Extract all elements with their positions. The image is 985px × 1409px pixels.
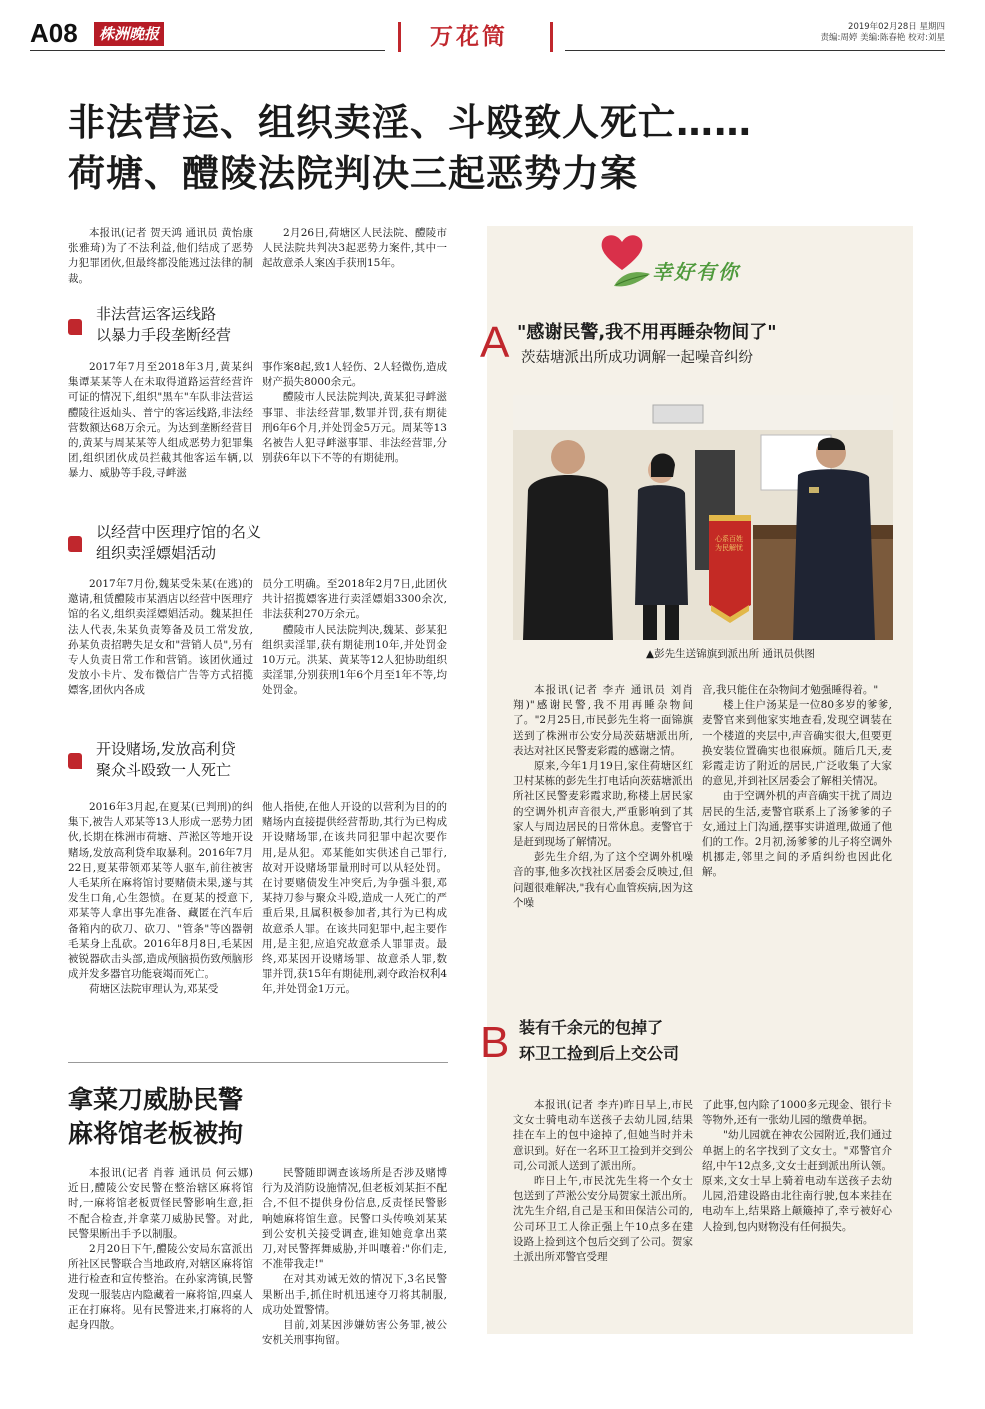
header-rule-right: [565, 50, 945, 51]
sub3-col2: 他人指使,在他人开设的以营利为目的的赌场内直接提供经营帮助,其行为已构成开设赌场罪,在该共同犯罪中起次要作用,是从犯。邓某能如实供述自己罪行,故对开设赌场罪量刑时可以从轻处罚。在讨要赌债发生冲突后,为争强斗狠,邓某持刀参与聚众斗殴,造成一人死亡的严重后果,且属积极参加者,其行为已构成故意杀人罪。在该共同犯罪中,起主要作用,是主犯,应追究故意杀人罪罪责。最终,邓某因开设赌场罪、故意杀人罪,数罪并罚,获15年有期徒刑,剥夺政治权利4年,并处罚金1万元。: [262, 801, 447, 996]
photo-caption: ▲彭先生送锦旗到派出所 通讯员供图: [646, 648, 815, 660]
subhead-1: 非法营运客运线路 以暴力手段垄断经营: [96, 305, 232, 344]
header-rule-left: [30, 50, 385, 51]
subhead-marker-3: [68, 753, 82, 769]
column-badge: 幸好有你: [652, 260, 740, 284]
headline-line-2: 荷塘、醴陵法院判决三起恶势力案: [68, 152, 638, 195]
section-name: 万花筒: [430, 23, 508, 50]
story2-col1: 本报讯(记者 肖蓉 通讯员 何云娜)近日,醴陵公安民警在整治辖区麻将馆时,一麻将馆老板贾怪民警影响生意,拒不配合检查,并拿菜刀威胁民警。对此,民警果断出手予以制服。 2月20日下午,醴陵公安局东富派出所社区民警联合当地政府,对辖区麻将馆进行检查和宣传整治。在孙家湾镇,民警发现一服装店内隐藏着一麻将馆,四桌人正在打麻将。见有民警进来,打麻将的人起身四散。: [68, 1167, 253, 1332]
photo-scene: [513, 395, 893, 640]
subhead-2: 以经营中医理疗馆的名义 组织卖淫嫖娼活动: [96, 523, 262, 562]
banner-text: 心系百姓 为民解忧: [715, 535, 743, 552]
sub2-col1: 2017年7月份,魏某受朱某(在逃)的邀请,租赁醴陵市某酒店以经营中医理疗馆的名义,组织卖淫嫖娼活动。魏某担任法人代表,朱某负责筹备及员工常发放,孙某负责招聘失足女和"营销人员",另有专人负责日常工作和营销。该团伙通过发放小卡片、发布微信广告等方式招揽嫖客,团伙内各成: [68, 578, 253, 697]
story-b-col1: 本报讯(记者 李卉)昨日早上,市民文女士骑电动车送孩子去幼儿园,结果挂在车上的包中途掉了,但她当时并未意识到。好在一名环卫工捡到并交到公司,公司派人送到了派出所。 昨日上午,市民沈先生将一个女士包送到了芦淞公安分局贺家土派出所。沈先生介绍,自己是玉和田保洁公司的,公司环卫工人徐正强上午10点多在建设路上捡到这个包后交到了公司。贺家土派出所邓警官受理: [513, 1099, 693, 1264]
story2-col2: 民警随即调查该场所是否涉及赌博行为及消防设施情况,但老板刘某拒不配合,不但不提供身份信息,反责怪民警影响她麻将馆生意。民警口头传唤刘某某到公安机关接受调查,谁知她竟拿出菜刀,对民警挥舞威胁,并叫嚷着:"你们走,不准带我走!" 在对其劝诫无效的情况下,3名民警果断出手,抓住时机迅速夺刀将其制服,成功处置警情。 目前,刘某因涉嫌妨害公务罪,被公安机关刑事拘留。: [262, 1167, 447, 1347]
subhead-3: 开设赌场,发放高利贷 聚众斗殴致一人死亡: [96, 740, 236, 779]
story-a-col2: 音,我只能住在杂物间才勉强睡得着。" 楼上住户汤某是一位80多岁的爹爹,麦警官来到他家实地查看,发现空调装在一个楼道的夹层中,声音确实很大,但要更换安装位置确实也很麻烦。随后几天,麦彩霞走访了附近的居民,广泛收集了大家的意见,并到社区居委会了解相关情况。 由于空调外机的声音确实干扰了周边居民的生活,麦警官联系上了汤爹爹的子女,通过上门沟通,摆事实讲道理,做通了他们的工作。2月初,汤爹爹的儿子将空调外机挪走,邻里之间的矛盾纠纷也因此化解。: [702, 684, 892, 879]
sub2-col2: 员分工明确。至2018年2月7日,此团伙共计招揽嫖客进行卖淫嫖娼3300余次,非法获利270万余元。 醴陵市人民法院判决,魏某、彭某犯组织卖淫罪,获有期徒刑10年,并处罚金10万元。洪某、黄某等12人犯协助组织卖淫罪,分别获刑1年6个月至1年不等,均处罚金。: [262, 578, 447, 697]
section-bar-right: [550, 22, 553, 52]
story-b-title: 装有千余元的包掉了 环卫工捡到后上交公司: [519, 1018, 680, 1063]
sub1-col1: 2017年7月至2018年3月,黄某纠集谭某某等人在未取得道路运营经营许可证的情况下,组织"黑车"车队非法营运醴陵往返灿头、普宁的客运线路,非法经营数额达68万余元。为达到垄断经营目的,黄某与周某某等人组成恶势力犯罪集团,组织团伙成员拦截其他客运车辆,以暴力、威胁等手段,寻衅滋: [68, 361, 253, 480]
editors-credit: 责编:周婷 美编:陈春艳 校对:刘星: [820, 33, 945, 43]
subhead-marker-2: [68, 536, 82, 552]
story-a-title: "感谢民警,我不用再睡杂物间了": [517, 322, 777, 343]
story-a-subtitle: 茨菇塘派出所成功调解一起噪音纠纷: [521, 350, 753, 366]
story-a-letter: A: [480, 318, 510, 367]
story-b-letter: B: [480, 1018, 510, 1067]
story2-divider: [68, 1062, 448, 1063]
section-bar-left: [398, 22, 401, 52]
leaf-icon: [612, 268, 652, 294]
sub1-col2: 事作案8起,致1人轻伤、2人轻微伤,造成财产损失8000余元。 醴陵市人民法院判决,黄某犯寻衅滋事罪、非法经营罪,数罪并罚,获有期徒刑6年6个月,并处罚金5万元。周某等13名被告人犯寻衅滋事罪、非法经营罪,分别获6年以下不等的有期徒刑。: [262, 361, 447, 465]
story-a-photo: [513, 395, 893, 640]
story-b-col2: 了此事,包内除了1000多元现金、银行卡等物外,还有一张幼儿园的缴费单据。 "幼儿园就在神农公园附近,我们通过单据上的名字找到了文女士。"邓警官介绍,中午12点多,文女士赶到派出所认领。原来,文女士早上骑着电动车送孩子去幼儿园,沿建设路由北往南行驶,包本来挂在电动车上,结果路上颠簸掉了,幸亏被好心人捡到,包内财物没有任何损失。: [702, 1099, 892, 1233]
sub3-col1: 2016年3月起,在夏某(已判刑)的纠集下,被告人邓某等13人形成一恶势力团伙,长期在株洲市荷塘、芦淞区等地开设赌场,发放高利贷牟取暴利。2016年7月22日,夏某带领邓某等人驱车,前往被害人毛某所在麻将馆讨要赌债未果,遂与其发生口角,心生怨愤。在夏某的授意下,邓某等人拿出事先准备、藏匿在汽车后备箱内的砍刀、砍刀、"管条"等凶器朝毛某身上乱砍。2016年8月8日,毛某因被锐器砍击头部,造成颅脑损伤致颅脑形成并发多器官功能衰竭而死亡。 荷塘区法院审理认为,邓某受: [68, 801, 253, 996]
story2-title: 拿菜刀威胁民警 麻将馆老板被拘: [68, 1085, 244, 1148]
issue-date: 2019年02月28日 星期四: [848, 22, 945, 32]
story1-lead-col2: 2月26日,荷塘区人民法院、醴陵市人民法院共判决3起恶势力案件,其中一起故意杀人案凶手获刑15年。: [262, 227, 447, 270]
story-a-col1: 本报讯(记者 李卉 通讯员 刘肖翔)"感谢民警,我不用再睡杂物间了。"2月25日,市民彭先生将一面锦旗送到了株洲市公安分局茨菇塘派出所,表达对社区民警麦彩霞的感谢之情。 原来,今年1月19日,家住荷塘区红卫村某栋的彭先生打电话向茨菇塘派出所社区民警麦彩霞求助,称楼上居民家的空调外机声音很大,严重影响到了其家人与周边居民的日常休息。麦警官于是赶到现场了解情况。 彭先生介绍,为了这个空调外机噪音的事,他多次找社区居委会反映过,但问题很难解决,"我有心血管疾病,因为这个噪: [513, 684, 693, 909]
newspaper-logo: 株洲晚报: [94, 22, 164, 46]
story1-lead-col1: 本报讯(记者 贺天鸿 通讯员 黄怡康 张雅琦)为了不法利益,他们结成了恶势力犯罪团伙,但最终都没能逃过法律的制裁。: [68, 227, 253, 285]
headline-line-1: 非法营运、组织卖淫、斗殴致人死亡……: [68, 101, 752, 144]
page-number: A08: [30, 18, 78, 48]
date-editors: [821, 22, 946, 44]
subhead-marker-1: [68, 319, 82, 335]
